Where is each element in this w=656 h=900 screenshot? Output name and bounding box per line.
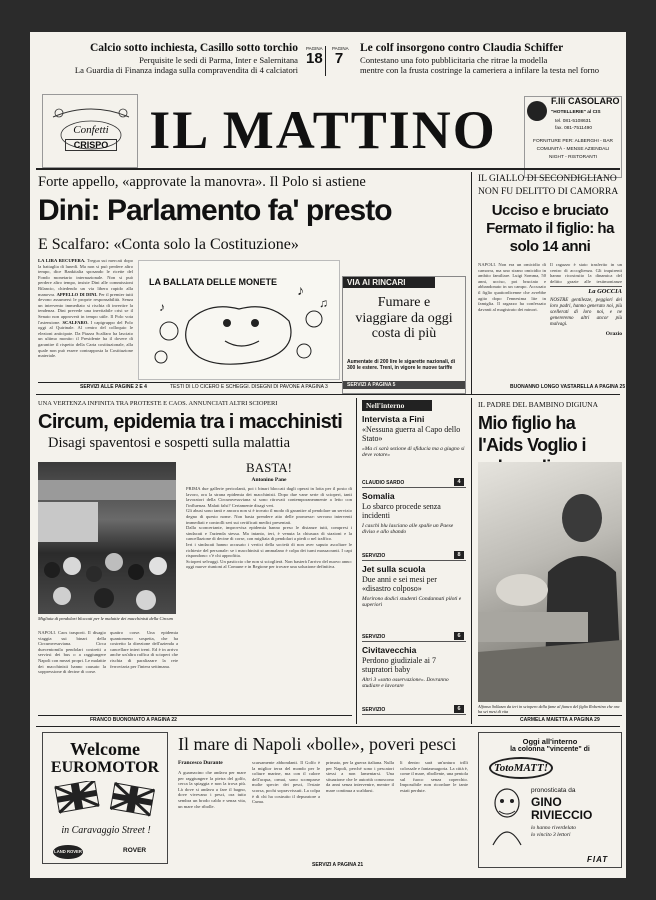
rincari-tag: VIA AI RINCARI [343, 277, 435, 288]
totomatt-name2: RIVIECCIO [531, 808, 593, 822]
teaser-right-headline: Le colf insorgono contro Claudia Schiffer [360, 42, 564, 54]
totomatt-ad[interactable] [478, 732, 622, 868]
rincari-body: Aumentate di 200 lire le sigarette nazionali, di 300 le estere. Treni, in vigore le nuove tariffe [347, 359, 456, 371]
teaser-right-page [332, 46, 349, 67]
lead-headline[interactable]: Dini: Parlamento fa' presto [38, 194, 392, 227]
secondigliano-kicker1: IL GIALLO DI SECONDIGLIANO [478, 174, 617, 184]
pesci-col2: scarsamente abbondanti. Il Golfo è la miglior terra del mondo per le colture marine, ma con il calore dell'acqua, ormai, sono scomparse molte specie: dei pesci, l'estate scorsa, pochi sopravvissuti. La colpa è di chi ha costruito il depuratore a Cuma. [252, 760, 320, 805]
euromotor-line1: Welcome [70, 739, 140, 759]
teaser-left-line1: Perquisite le sedi di Parma, Inter e Salernitana [139, 55, 298, 65]
page-number: 18 [306, 50, 323, 67]
pesci-col1: A guarnacino che andava per mare per raggiungere la pietra del golfo, cerca la spiaggia e non la trova più. Là dove si andava a fare il bagno, dove vivevano i pesci, ora tutto sembra un brodo caldo e senza vita, un mare che ribolle. [178, 770, 246, 809]
nellinterno-item-footer: SERVIZIO [362, 553, 386, 559]
page-label: PAGINA [332, 46, 349, 51]
nellinterno-item-headline: «Nessuna guerra al Capo dello Stato» [362, 425, 461, 444]
editorial-p1: PRIMA due gallerie pericolanti, poi i binari bloccati dagli operai in lotta per il posto di lavoro, ora la strana epidemia dei macchinisti. Dopo due vane serie di scioperi, tanti lavoratori della Circumvesuviana si sono ritrovati contemporaneamente a letto con l'influenza. Malati falsi? Certamente disagi veri. [186, 486, 352, 508]
aids-kicker: IL PADRE DEL BAMBINO DIGIUNA [478, 400, 598, 409]
totomatt-tail1: lo hanno riverdelato [531, 825, 577, 831]
goccia-tag: La GOCCIA [588, 288, 622, 295]
teaser-right-line1: Contestano una foto pubblicitaria che ritrae la modella [360, 55, 548, 65]
lead-p1-lead: LA LIRA RECUPERA. [38, 258, 86, 263]
casolaro-line1: FORNITURE PER: ALBERGHI - BAR [533, 139, 613, 144]
nellinterno-item-headline: Lo sbarco procede senza incidenti [362, 502, 441, 521]
circum-photo [38, 462, 176, 614]
lead-p2-lead: APPELLO DI DINI. [56, 291, 98, 297]
totomatt-name1: GINO [531, 795, 562, 809]
nellinterno-tag: Nell'interno [362, 400, 432, 411]
nellinterno-box [362, 400, 466, 722]
union-jack-flags-icon [53, 781, 159, 817]
lead-body [38, 258, 133, 380]
nellinterno-item-page: 4 [454, 478, 464, 486]
secondigliano-headline[interactable]: Ucciso e bruciato Fermato il figlio: ha solo 14 anni [486, 202, 614, 255]
fiat-logo: FIAT [587, 855, 609, 864]
lead-p3: I capigruppo del Polo oggi al Quirinale. Al centro del colloquio le elezioni anticipate. Da Piazza Scalfaro ha lasciato un ultimo monito: il Presidente ha il dovere di garantire il rispetto della Carta costituzionale, alla quale non può essere contrapposta la Costituzione materiale. [38, 319, 133, 359]
goccia-author: Orazio [605, 331, 622, 337]
lead-footer: SERVIZI ALLE PAGINE 2 E 4 [80, 384, 147, 390]
crispo-ad[interactable] [42, 94, 138, 168]
teaser-left-headline: Calcio sotto inchiesta, Casillo sotto torchio [89, 42, 298, 54]
totomatt-tail2: lo vincito 3 lettori [531, 832, 571, 838]
masthead-title: IL MATTINO [149, 100, 497, 160]
secondigliano-body2: Il ragazzo è stato trasferito in un centro di accoglienza. Gli inquirenti hanno ricostruito la dinamica del delitto grazie alle testimonianze [550, 262, 622, 284]
secondigliano-body1: NAPOLI. Non era un omicidio di camorra, ma uno strano omicidio in ambito familiare. Luigi Somma, 50 anni, ucciso, poi bruciato e abbandonato in un campo. Accusato il figlio quattordicenne che avrebbe agito dopo l'ennesima lite in famiglia. Il ragazzo ha confessato davanti al magistrato dei minori. [478, 262, 546, 312]
lead-p2: Per il premier tutti devono assumersi le proprie responsabilità. Senza un intervento immediato si rischia di invertire la tendenza. Dini prevede una inevitabile crisi se il Senato non approverà in tempo utile. Il Polo vota l'astensione. [38, 291, 133, 325]
circum-footer: FRANCO BUONONATO A PAGINA 22 [90, 717, 177, 723]
aids-photo [478, 462, 622, 702]
totomatt-line2: la colonna "vincente" di [510, 746, 590, 753]
crispo-script: Confetti [73, 124, 109, 136]
nellinterno-item-headline: Perdono giudiziale ai 7 stupratori baby [362, 656, 436, 675]
circum-kicker: UNA VERTENZA INFINITA TRA PROTESTE E CAOS. ANNUNCIATI ALTRI SCIOPERI [38, 400, 278, 407]
teaser-left-page [306, 46, 323, 67]
editorial-body [186, 486, 352, 712]
cartoon-illustration-icon [139, 261, 341, 381]
casolaro-line3: NIGHT - RISTORANTI [548, 155, 598, 160]
euromotor-line2: EUROMOTOR [50, 759, 160, 776]
crowd-icon [38, 462, 176, 614]
nellinterno-item-headline: Due anni e sei mesi per «disastro colposo» [362, 575, 437, 594]
nellinterno-item-deck: Altri 3 «sotto osservazione». Dovranno studiare e lavorare [362, 676, 449, 690]
rincari-footer: SERVIZI A PAGINA 5 [343, 381, 465, 389]
circum-body: NAPOLI. Caos trasporti. Il disagio viaggia sui binari della Circumvesuviana. Circa duecentomila pendolari costretti a servirsi dei bus o a raggiungere Napoli con mezzi propri. Le malattie dei macchinisti hanno causato la soppressione di decine di corse. [38, 630, 106, 675]
svg-text:♪: ♪ [159, 300, 165, 314]
euromotor-sub: in Caravaggio Street ! [61, 825, 151, 836]
nellinterno-item-deck: Morirono dodici studenti Condannati piloti e superiori [362, 595, 462, 609]
euromotor-ad[interactable] [42, 732, 168, 864]
teaser-right[interactable] [360, 42, 626, 75]
nellinterno-item[interactable] [362, 645, 466, 715]
circum-body2: quattro corse. Una epidemia quantomeno sospetta, che ha costretto la direzione dell'azienda a cancellare interi treni. Ed è in arrivo anche un'altra raffica di scioperi che rischia di paralizzare la rete ferroviaria per l'intera settimana. [110, 630, 178, 669]
editorial-p4: Ieri i sindacati hanno accusato i vertici della società di non aver saputo ascoltare le richieste del personale: se i macchinisti si ammalano è colpa dei turni massacranti. I capi rispondono: c'è chi approfitta. [186, 541, 352, 559]
pesci-author: Francesco Durante [178, 760, 223, 766]
totomatt-brand: TotoMATT! [489, 757, 553, 779]
goccia-box [550, 286, 622, 380]
caricature-icon [485, 785, 529, 849]
secondigliano-footer: BUONANNO LONGO VASTARELLA A PAGINA 25 [510, 384, 626, 390]
nellinterno-item-footer: CLAUDIO SARDO [362, 480, 405, 486]
teaser-right-line2: mentre con la frusta costringe la cameriera a infilare la testa nel forno [360, 65, 600, 75]
casolaro-ad[interactable] [524, 96, 622, 178]
pesci-headline[interactable]: Il mare di Napoli «bolle», poveri pesci [178, 734, 457, 754]
secondigliano-kicker2: NON FU DELITTO DI CAMORRA [478, 187, 619, 197]
casolaro-sub: "HOTELLERIE" al CIS [551, 110, 601, 115]
lead-p1: Tregua sui mercati dopo la battaglia di lunedì. Ma non si può perdere altro tempo, dice Bankitalia sposando le ricette del Fondo monetario internazionale. Non si può perdere altro tempo, insiste Dini alle commissioni Bilancio, chiedendo un via libera rapido alla manovra. [38, 258, 133, 297]
editorial-p3: Dalla sconcertante, improvvisa epidemia hanno preso le distanze tutti, compresi i sindacati e l'azienda stessa. Ma intanto, ieri, è venuta la chiusura di stazioni e la cancellazione di decine di corse, con migliaia di pendolari a piedi o nel traffico. [186, 525, 352, 542]
lead-kicker: Forte appello, «approvate la manovra». Il Polo si astiene [38, 174, 366, 190]
rincari-headline: Fumare e viaggiare da oggi costa di più [355, 295, 453, 341]
aids-footer: CARMELA MAIETTA A PAGINA 29 [520, 717, 600, 723]
newspaper-page [30, 32, 626, 878]
nellinterno-item[interactable] [362, 414, 466, 488]
circum-headline[interactable]: Circum, epidemia tra i macchinisti [38, 411, 343, 433]
editorial-p5: Scioperi selvaggi. Un pasticcio che non si scioglierà. Non basterà l'arrivo del nuovo anno: oggi nuove riunioni al Comune e in Regione per trovare una soluzione definitiva. [186, 558, 352, 570]
nellinterno-item-title: Civitavecchia [362, 645, 417, 655]
casolaro-logo-icon [527, 101, 547, 121]
aids-caption: Alfonso Sollazzo da ieri in sciopero della fame al fianco del figlio Robertino che ora ha sei mesi di vita [478, 704, 620, 714]
pesci-col4: lì dentro sarà un'untura trilli colossale e fantasmagoria. La città è, come il mare, ribollente, una pentola sul fuoco senza coperchio. Impossibile non ricordare le tante estati perdute. [400, 760, 468, 793]
cartoon-caption: LA BALLATA DELLE MONETE [149, 277, 277, 287]
page-label: PAGINA [306, 46, 323, 51]
casolaro-fax: fax. 081-7511490 [555, 126, 592, 131]
nellinterno-item-deck: «Ma ci sarà sezione di sfiducia ma a giugno si deve votare» [362, 445, 465, 459]
goccia-text: NOSTRE gentilezze, peggiori dei loro padri, hanno generato noi, più scellerati di loro noi, e ne genereremo altri ancor più malvagi. [550, 298, 622, 327]
page-number: 7 [334, 50, 344, 67]
lead-subhead: E Scalfaro: «Conta solo la Costituzione» [38, 236, 299, 253]
editorial-title: BASTA! [246, 460, 292, 475]
rover-logo: ROVER [123, 847, 147, 854]
totomatt-line1: Oggi all'interno [522, 737, 578, 746]
nellinterno-item-footer: SERVIZIO [362, 707, 386, 713]
cartoon [138, 260, 340, 380]
aids-headline[interactable]: Mio figlio ha l'Aids Voglio i [478, 413, 586, 455]
nellinterno-list [362, 414, 466, 715]
nellinterno-item-title: Somalia [362, 491, 395, 501]
casolaro-name: F.lli CASOLARO [551, 96, 620, 106]
circum-subhead: Disagi spaventosi e sospetti sulla malattia [48, 435, 291, 451]
pesci-footer: SERVIZI A PAGINA 21 [312, 862, 364, 868]
totomatt-prono: pronosticata da [531, 787, 576, 794]
nellinterno-item-footer: SERVIZIO [362, 634, 386, 640]
nellinterno-item-page: 6 [454, 632, 464, 640]
nellinterno-item-page: 8 [454, 551, 464, 559]
nellinterno-item-page: 6 [454, 705, 464, 713]
nellinterno-item[interactable] [362, 564, 466, 642]
pesci-col3: primato, per la guerra italiana. Nulla per Napoli, perché sono i pescatori stessi a non lamentarsi. Una situazione che le autorità conoscono da anni senza intervenire, mentre il mare continua a scaldarsi. [326, 760, 394, 793]
casolaro-tel: tel. 081-5108631 [555, 119, 592, 124]
svg-text:♫: ♫ [319, 296, 328, 310]
nellinterno-item-title: Intervista a Fini [362, 414, 425, 424]
crispo-brand: CRISPO [65, 139, 117, 151]
editorial-p2: Gli abusi sono tanti e ancora non si è trovato il modo di garantire al pendolare un servizio degno di questo nome. Non basta prendere atto delle promesse: servono interventi immediati e controlli seri sui certificati medici presentati. [186, 508, 352, 525]
land-rover-logo: LAND ROVER [53, 845, 83, 859]
editorial-author: Antonino Pane [251, 477, 287, 483]
nellinterno-item-deck: I caschi blu lasciano alle spalle un Paese diviso e allo sbando [362, 522, 454, 536]
nellinterno-item-title: Jet sulla scuola [362, 564, 426, 574]
lead-p3-lead: SCALFARO. [62, 319, 89, 325]
teaser-left[interactable] [30, 42, 298, 75]
cartoon-credit: TESTI DI LO CICERO E SCHEGGI. DISEGNI DI PAVONE A PAGINA 3 [170, 384, 328, 390]
nellinterno-item[interactable] [362, 491, 466, 561]
father-and-baby-icon [478, 462, 622, 702]
rincari-box[interactable] [342, 276, 466, 394]
teaser-left-line2: La Guardia di Finanza indaga sulla compravendita di 4 calciatori [74, 65, 298, 75]
casolaro-line2: COMUNITÀ - MENSE AZIENDALI [536, 147, 610, 152]
svg-text:♪: ♪ [297, 284, 304, 299]
circum-photo-caption: Migliaia di pendolari bloccati per le malattie dei macchinisti della Circum [38, 616, 173, 621]
